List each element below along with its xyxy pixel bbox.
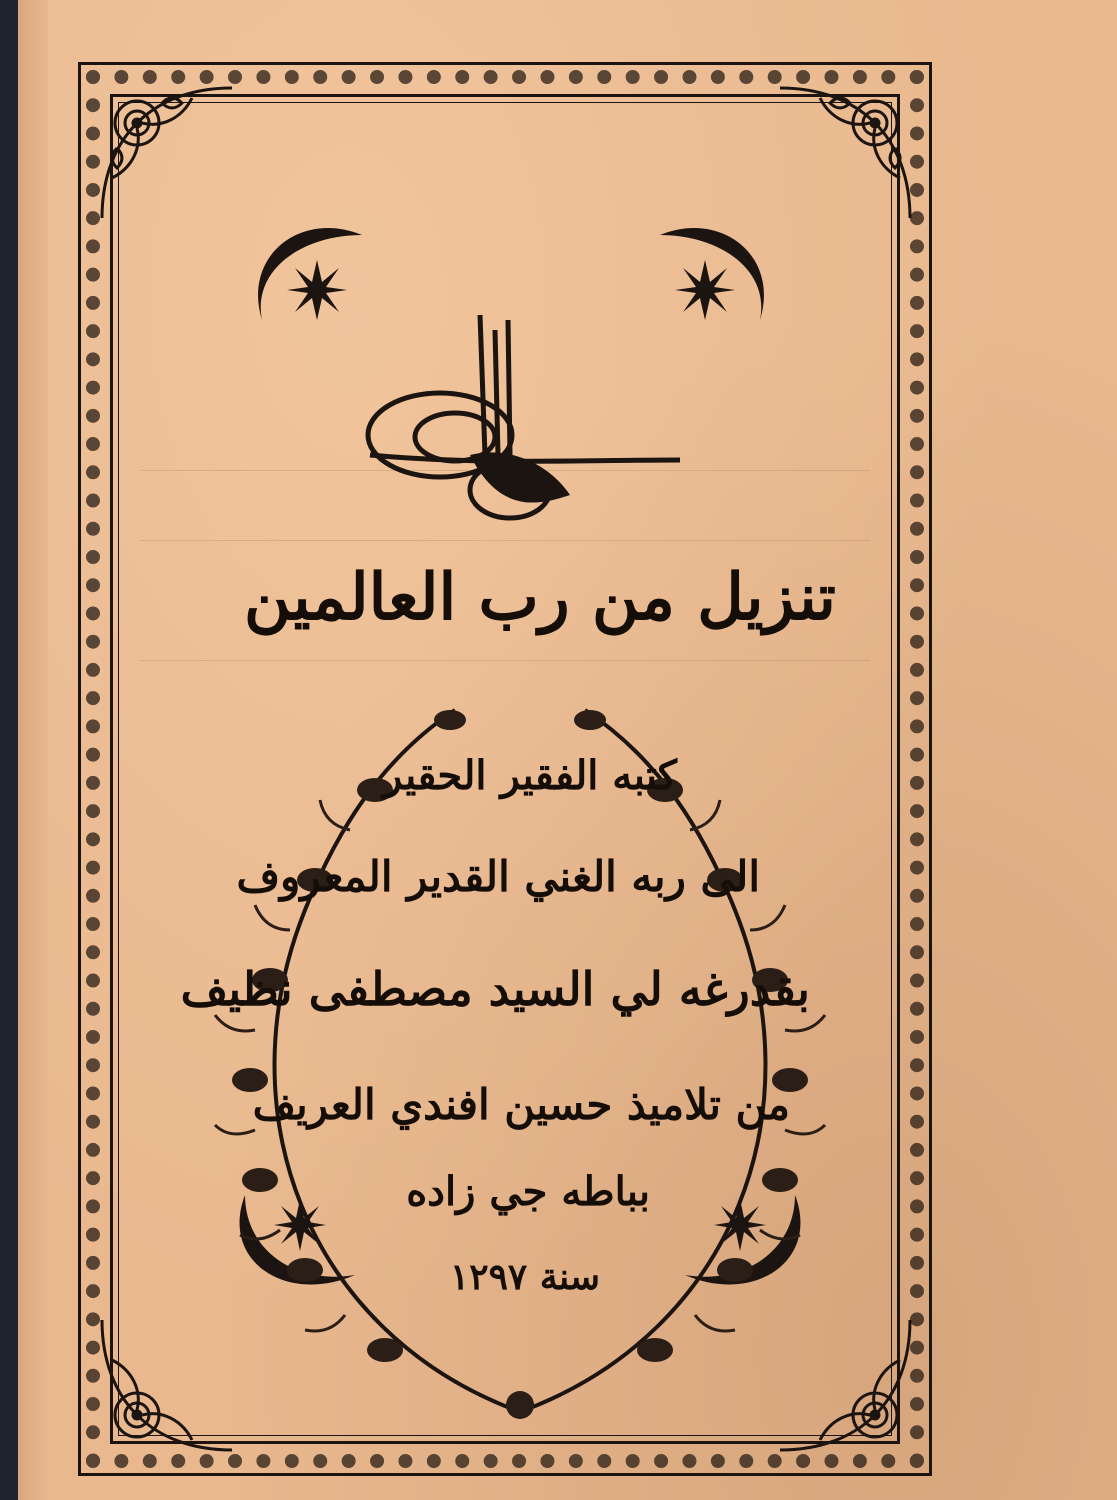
- cover-year: سنة ١٢٩٧: [449, 1256, 601, 1298]
- cover-line-3: بقدرغه لي السيد مصطفى نظيف: [180, 962, 810, 1016]
- corner-ornament-icon: [92, 78, 242, 228]
- cover-line-5: بباطه جي زاده: [406, 1168, 650, 1215]
- cover-line-4: من تلاميذ حسين افندي العريف: [252, 1080, 790, 1129]
- paper-edge: [18, 0, 48, 1500]
- cover-title: تنزيل من رب العالمين: [244, 560, 836, 635]
- corner-ornament-icon: [770, 78, 920, 228]
- crescent-star-icon: [232, 215, 372, 335]
- cover-line-1: كتبه الفقير الحقير: [383, 752, 677, 799]
- floral-wreath-icon: [180, 690, 855, 1430]
- cover-line-2: الى ربه الغني القدير المعروف: [236, 852, 760, 901]
- tughra-icon: [360, 305, 690, 535]
